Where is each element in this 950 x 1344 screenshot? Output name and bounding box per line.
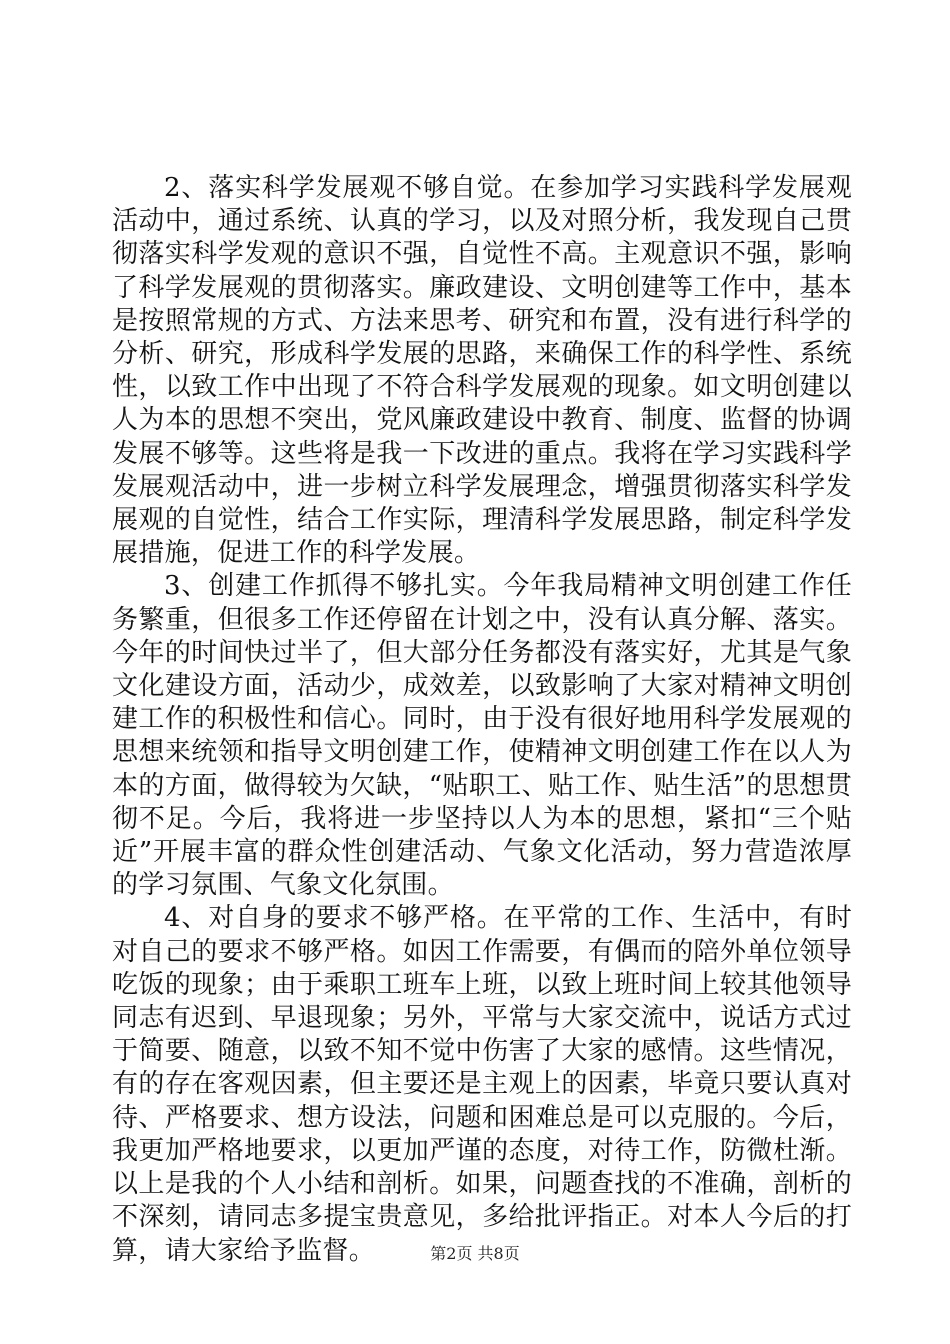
page-number: 第2页 共8页 xyxy=(430,1244,520,1263)
page-footer xyxy=(0,1244,950,1264)
paragraph-item-2: 2、落实科学发展观不够自觉。在参加学习实践科学发展观活动中，通过系统、认真的学习，以及对照分析，我发现自己贯彻落实科学发观的意识不强，自觉性不高。主观意识不强，影响了科学发展观的贯彻落实。廉政建设、文明创建等工作中，基本是按照常规的方式、方法来思考、研究和布置，没有进行科学的分析、研究，形成科学发展的思路，来确保工作的科学性、系统性，以致工作中出现了不符合科学发展观的现象。如文明创建以人为本的思想不突出，党风廉政建设中教育、制度、监督的协调发展不够等。这些将是我一下改进的重点。我将在学习实践科学发展观活动中，进一步树立科学发展理念，增强贯彻落实科学发展观的自觉性，结合工作实际，理清科学发展思路，制定科学发展措施，促进工作的科学发展。 xyxy=(112,173,852,569)
document-body xyxy=(112,172,852,1268)
paragraph-item-3: 3、创建工作抓得不够扎实。今年我局精神文明创建工作任务繁重，但很多工作还停留在计划之中，没有认真分解、落实。今年的时间快过半了，但大部分任务都没有落实好，尤其是气象文化建设方面，活动少，成效差，以致影响了大家对精神文明创建工作的积极性和信心。同时，由于没有很好地用科学发展观的思想来统领和指导文明创建工作，使精神文明创建工作在以人为本的方面，做得较为欠缺，“贴职工、贴工作、贴生活”的思想贯彻不足。今后，我将进一步坚持以人为本的思想，紧扣“三个贴近”开展丰富的群众性创建活动、气象文化活动，努力营造浓厚的学习氛围、气象文化氛围。 xyxy=(112,571,852,901)
paragraph-item-4: 4、对自身的要求不够严格。在平常的工作、生活中，有时对自己的要求不够严格。如因工作需要，有偶而的陪外单位领导吃饭的现象；由于乘职工班车上班，以致上班时间上较其他领导同志有迟到、早退现象；另外，平常与大家交流中，说话方式过于简要、随意，以致不知不觉中伤害了大家的感情。这些情况，有的存在客观因素，但主要还是主观上的因素，毕竟只要认真对待、严格要求、想方设法，问题和困难总是可以克服的。今后，我更加严格地要求，以更加严谨的态度，对待工作，防微杜渐。以上是我的个人小结和剖析。如果，问题查找的不准确，剖析的不深刻，请同志多提宝贵意见，多给批评指正。对本人今后的打算，请大家给予监督。 xyxy=(112,903,852,1266)
